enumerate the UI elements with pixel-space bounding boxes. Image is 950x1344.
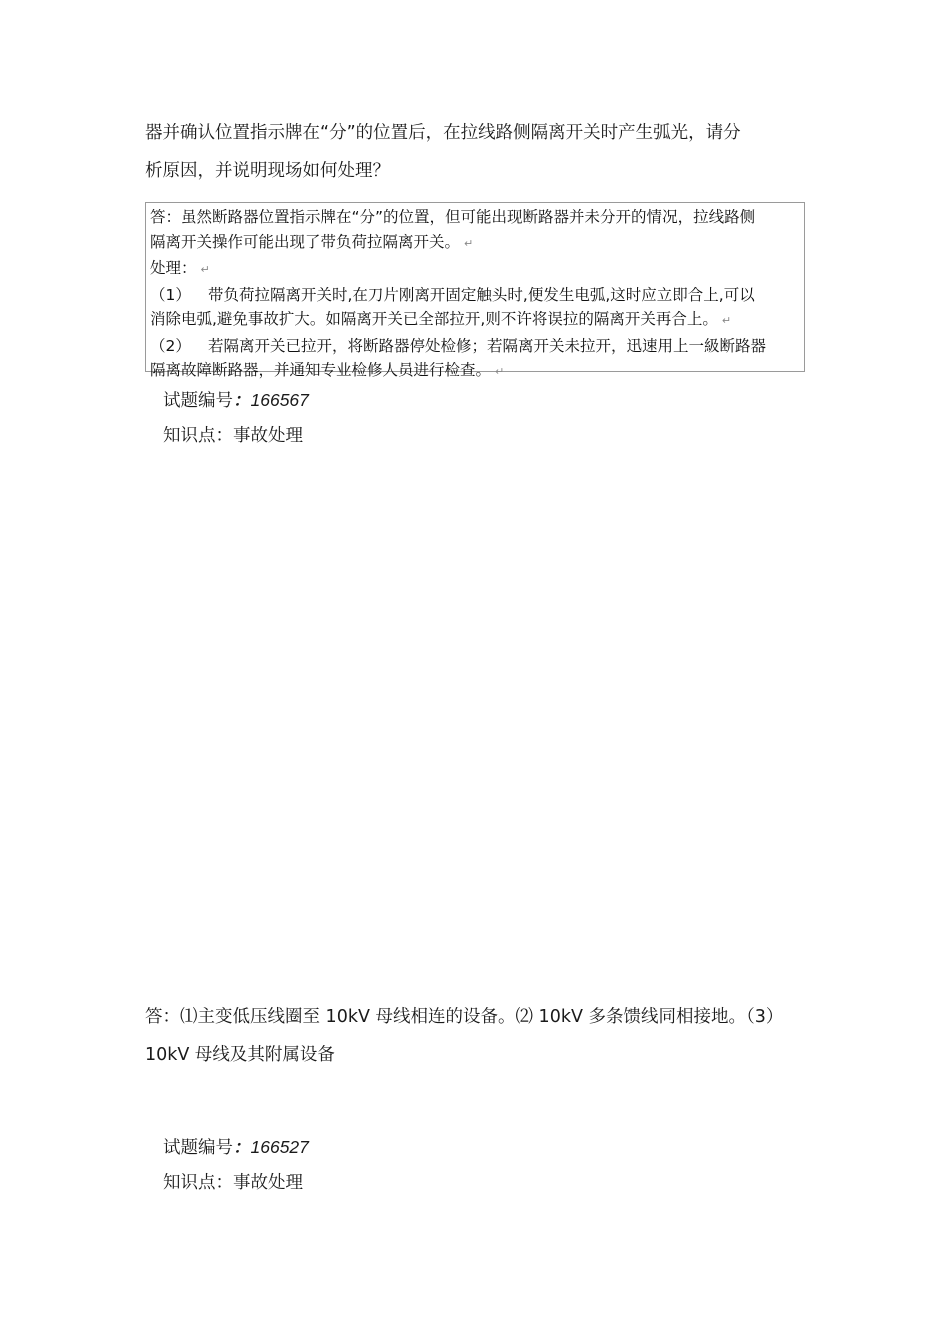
answer-item: （2） 若隔离开关已拉开，将断路器停处检修；若隔离开关未拉开，迅速用上一級断路器 [150,336,767,355]
answer-line: 隔离开关操作可能出现了带负荷拉隔离开关。 ↵ [150,232,474,251]
knowledge-point: 知识点：事故处理 [163,426,303,446]
question-id: 试题编号：166567 [163,390,309,411]
question-line: 器并确认位置指示牌在“分”的位置后，在拉线路侧隔离开关时产生弧光，请分 [145,123,741,143]
answer-text [145,998,815,1074]
answer-line: 消除电弧,避免事故扩大。如隔离开关已全部拉开,则不许将误拉的隔离开关再合上。 ↵ [150,310,732,328]
answer-line: 10kV 母线及其附属设备 [145,1045,335,1065]
answer-line: 隔离故障断路器，并通知专业检修人员进行检查。 ↵ [150,361,505,379]
paragraph-mark-icon: ↵ [200,263,210,276]
knowledge-point-value: 事故处理 [233,426,303,446]
paragraph-mark-icon: ↵ [721,314,732,327]
question-id: 试题编号：166527 [163,1137,309,1158]
question-id-value: 166527 [250,1137,309,1157]
knowledge-point: 知识点：事故处理 [163,1173,303,1193]
question-line: 析原因，并说明现场如何处理？ [145,161,390,181]
answer-item: （1） 带负荷拉隔离开关时,在刀片刚离开固定触头时,便发生电弧,这时应立即合上,可以 [150,285,755,304]
knowledge-point-value: 事故处理 [233,1173,303,1193]
answer-box [145,202,805,379]
answer-line: 答：⑴主变低压线圈至 10kV 母线相连的设备。⑵ 10kV 多条馈线同相接地。（3） [145,1007,784,1027]
question-text [145,114,810,190]
question-id-value: 166567 [250,390,309,410]
paragraph-mark-icon: ↵ [495,365,505,378]
answer-line: 答：虽然断路器位置指示牌在“分”的位置，但可能出现断路器并未分开的情况，拉线路侧 [150,208,756,226]
answer-line: 处理： ↵ [150,259,210,277]
paragraph-mark-icon: ↵ [464,236,474,250]
